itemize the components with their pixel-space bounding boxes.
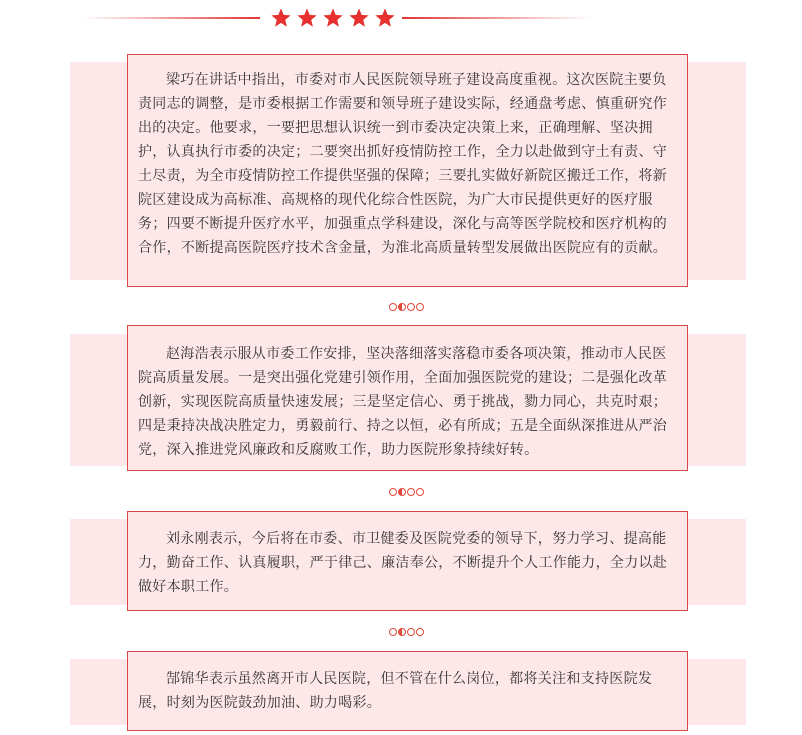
four-dots-divider-icon <box>389 302 429 314</box>
paragraph-text: 赵海浩表示服从市委工作安排，坚决落细落实落稳市委各项决策，推动市人民医院高质量发展。一是突出强化党建引领作用，全面加强医院党的建设；二是强化改革创新，实现医院高质量快速发展；三是坚定信心、勇于挑战，勠力同心，共克时艰；四是秉持决战决胜定力，勇毅前行、持之以恒，必有所成；五是全面纵深推进从严治党，深入推进党风廉政和反腐败工作，助力医院形象持续好转。 <box>138 346 668 458</box>
four-dots-divider-icon <box>389 627 429 639</box>
star-icon <box>374 7 396 29</box>
header-decoration <box>0 4 802 32</box>
star-icon <box>322 7 344 29</box>
star-icon <box>270 7 292 29</box>
header-line-right <box>402 17 592 19</box>
four-dots-divider-icon <box>389 487 429 499</box>
paragraph-text: 郜锦华表示虽然离开市人民医院，但不管在什么岗位，都将关注和支持医院发展，时刻为医院鼓劲加油、助力喝彩。 <box>138 671 653 711</box>
star-row <box>268 4 398 32</box>
star-icon <box>348 7 370 29</box>
paragraph-text: 刘永刚表示，今后将在市委、市卫健委及医院党委的领导下，努力学习、提高能力，勤奋工作、认真履职，严于律己、廉洁奉公，不断提升个人工作能力，全力以赴做好本职工作。 <box>138 531 668 595</box>
star-icon <box>296 7 318 29</box>
header-line-left <box>82 17 260 19</box>
paragraph-text: 梁巧在讲话中指出，市委对市人民医院领导班子建设高度重视。这次医院主要负责同志的调整，是市委根据工作需要和领导班子建设实际，经通盘考虑、慎重研究作出的决定。他要求，一要把思想认识统一到市委决定决策上来，正确理解、坚决拥护，认真执行市委的决定；二要突出抓好疫情防控工作，全力以赴做到守土有责、守土尽责，为全市疫情防控工作提供坚强的保障；三要扎实做好新院区搬迁工作，将新院区建设成为高标准、高规格的现代化综合性医院，为广大市民提供更好的医疗服务；四要不断提升医疗水平，加强重点学科建设，深化与高等医学院校和医疗机构的合作，不断提高医院医疗技术含金量，为淮北高质量转型发展做出医院应有的贡献。 <box>138 72 668 256</box>
